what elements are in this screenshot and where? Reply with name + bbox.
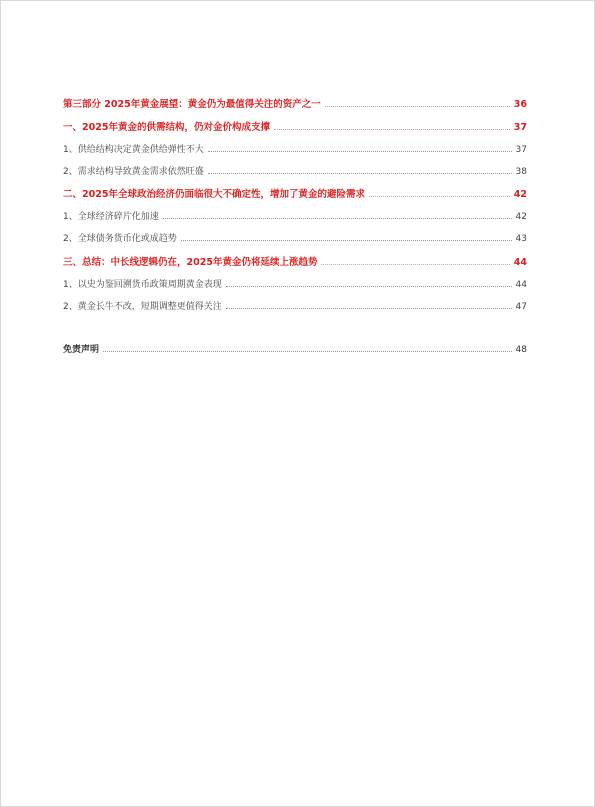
toc-section-1[interactable] (63, 119, 527, 133)
toc-section-2[interactable] (63, 186, 527, 200)
toc-leader (274, 128, 510, 130)
toc-leader (321, 263, 509, 265)
toc-item-3-1[interactable] (63, 276, 527, 290)
toc-leader (325, 105, 510, 107)
toc-leader (163, 217, 512, 219)
toc-item-1-1[interactable] (63, 141, 527, 155)
toc-part-title: 第三部分 2025年黄金展望：黄金仍为最值得关注的资产之一 (63, 99, 321, 110)
toc-page-number: 43 (515, 234, 527, 244)
toc-page-number: 38 (515, 167, 527, 177)
toc-item-title: 1、供给结构决定黄金供给弹性不大 (63, 145, 204, 155)
toc-page-number: 47 (515, 302, 527, 312)
toc-section-title: 一、2025年黄金的供需结构，仍对金价构成支撑 (63, 122, 270, 133)
toc-leader (369, 195, 510, 197)
toc-item-title: 1、全球经济碎片化加速 (63, 212, 159, 222)
toc-page-number: 36 (513, 99, 527, 110)
toc-item-3-2[interactable] (63, 298, 527, 312)
toc-page-number: 37 (515, 145, 527, 155)
toc-section-3[interactable] (63, 254, 527, 268)
toc-item-title: 1、以史为鉴回溯货币政策周期黄金表现 (63, 280, 222, 290)
toc-page-number: 44 (513, 257, 527, 268)
toc-section-title: 二、2025年全球政治经济仍面临很大不确定性，增加了黄金的避险需求 (63, 189, 365, 200)
toc-disclaimer-title: 免责声明 (63, 345, 100, 355)
toc-disclaimer[interactable] (63, 341, 527, 355)
toc-section-title: 三、总结：中长线逻辑仍在，2025年黄金仍将延续上涨趋势 (63, 257, 318, 268)
toc-item-title: 2、全球债务货币化或成趋势 (63, 234, 177, 244)
toc-item-title: 2、黄金长牛不改，短期调整更值得关注 (63, 302, 222, 312)
toc-item-2-2[interactable] (63, 230, 527, 244)
toc-item-1-2[interactable] (63, 163, 527, 177)
toc-page-number: 48 (515, 345, 527, 355)
toc-leader (208, 172, 512, 174)
toc-page-number: 42 (515, 212, 527, 222)
toc-leader (103, 350, 512, 352)
toc-page-number: 42 (513, 189, 527, 200)
toc-leader (226, 285, 512, 287)
toc-item-2-1[interactable] (63, 208, 527, 222)
toc-item-title: 2、需求结构导致黄金需求依然旺盛 (63, 167, 204, 177)
toc-part-3[interactable] (63, 96, 527, 110)
toc-page-number: 37 (513, 122, 527, 133)
toc-leader (208, 150, 512, 152)
toc-page-number: 44 (515, 280, 527, 290)
toc-leader (181, 239, 512, 241)
toc-leader (226, 307, 512, 309)
